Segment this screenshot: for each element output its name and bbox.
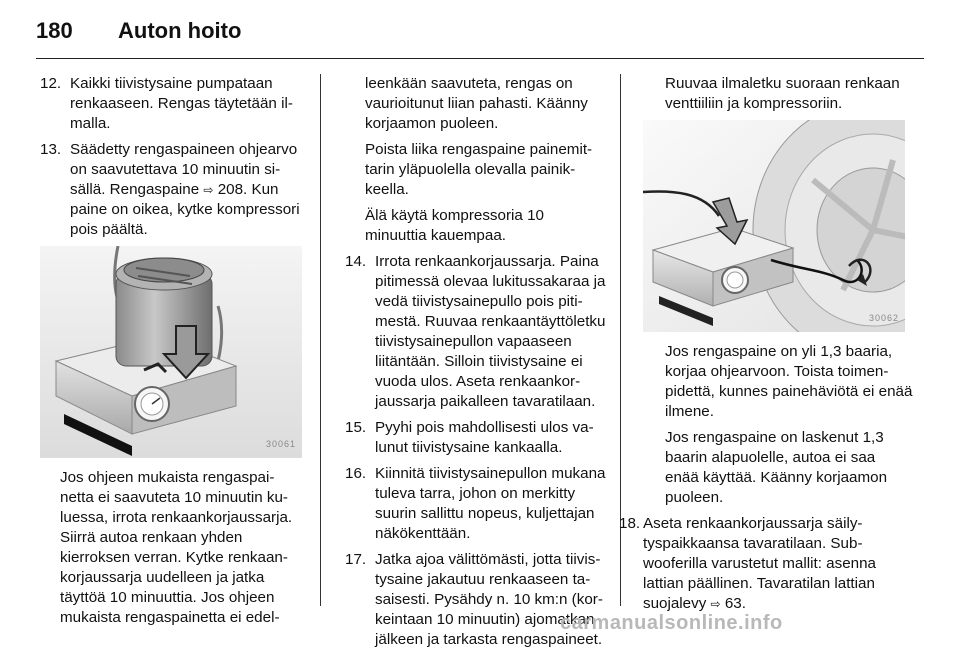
- item-number: 13.: [40, 141, 62, 158]
- item-number: 14.: [345, 253, 367, 270]
- figure-compressor-valve: [643, 120, 905, 332]
- page-reference-arrow-icon: ⇨: [203, 183, 214, 197]
- item-number: 18.: [619, 515, 641, 532]
- paragraph: Jos rengaspaine on yli 1,3 baaria, korjaa ohjearvoon. Toista toimenpidettä, kunnes painehäviötä ei enää ilmene.: [665, 343, 913, 420]
- list-item-13: [40, 140, 302, 240]
- list-item-18: [621, 514, 913, 614]
- page-number: 180: [36, 18, 73, 43]
- item-text: Kiinnitä tiivistysainepullon mukana tuleva tarra, johon on merkitty suurin sallittu nopeus, kuljettajan näkökenttään.: [375, 465, 606, 542]
- paragraph: Jos rengaspaine on laskenut 1,3 baarin alapuolelle, autoa ei saa enää käyttää. Käänny korjaamon puoleen.: [665, 429, 888, 506]
- column-divider-1: [320, 74, 321, 606]
- item-number: 17.: [345, 551, 367, 568]
- paragraph: Ruuvaa ilmaletku suoraan renkaan venttiiliin ja kompressoriin.: [665, 75, 900, 112]
- page-reference-arrow-icon: ⇨: [710, 597, 721, 611]
- list-item-12: [40, 74, 302, 134]
- figure-compressor-sealant: [40, 246, 302, 458]
- paragraph: Jos ohjeen mukaista rengaspainetta ei saavuteta 10 minuutin kuluessa, irrota renkaankorjaussarja. Siirrä autoa renkaan yhden kierroksen verran. Kytke renkaankorjaussarja uudelleen ja jatka täyttöä 10 minuuttia. Jos ohjeen mukaista rengaspainetta ei edel-: [60, 469, 293, 626]
- item-text: Säädetty rengaspaineen ohjearvo on saavutettava 10 minuutin sisällä. Rengaspaine: [70, 141, 298, 198]
- paragraph: leenkään saavuteta, rengas on vaurioitunut liian pahasti. Käänny korjaamon puoleen.: [365, 75, 588, 132]
- paragraph: Älä käytä kompressoria 10 minuuttia kauempaa.: [365, 207, 544, 244]
- page-header: [36, 16, 924, 56]
- list-item-16: [345, 464, 607, 544]
- item-text: Aseta renkaankorjaussarja säilytyspaikkaansa tavaratilaan. Subwooferilla varustetut mallit: asenna lattian päällinen. Tavaratilan lattian suojalevy: [643, 515, 876, 612]
- item-text: Kaikki tiivistysaine pumpataan renkaaseen. Rengas täytetään ilmalla.: [70, 75, 293, 132]
- list-item-17: [345, 550, 607, 650]
- figure-code: 30062: [868, 313, 899, 323]
- item-number: 16.: [345, 465, 367, 482]
- item-number: 12.: [40, 75, 62, 92]
- compressor-sealant-illustration: [40, 246, 302, 458]
- item-text: Pyyhi pois mahdollisesti ulos valunut tiivistysaine kankaalla.: [375, 419, 594, 456]
- item-text: Irrota renkaankorjaussarja. Paina pitimessä olevaa lukitussakaraa ja vedä tiivistysainepullo pois pitimestä. Ruuvaa renkaantäyttöletku tiivistysainepullon vapaaseen liitäntään. Silloin tiivistysaine ei vuoda ulos. Aseta renkaankorjaussarja paikalleen tavaratilaan.: [375, 253, 606, 410]
- item-text: Jatka ajoa välittömästi, jotta tiivistysaine jakautuu renkaaseen tasaisesti. Pysähdy n. 10 km:n (korkeintaan 10 minuutin) ajomatkan jälkeen ja tarkasta rengaspaineet.: [375, 551, 603, 648]
- paragraph: Poista liika rengaspaine painemittarin yläpuolella olevalla painikkeella.: [365, 141, 593, 198]
- figure-code: 30061: [265, 439, 296, 449]
- header-divider: [36, 58, 924, 59]
- item-number: 15.: [345, 419, 367, 436]
- watermark: carmanualsonline.info: [560, 612, 783, 634]
- item-text: 208. Kun paine on oikea, kytke kompressori pois päältä.: [70, 181, 300, 238]
- column-3: [619, 74, 913, 620]
- list-item-15: [345, 418, 607, 458]
- column-1: [40, 74, 302, 634]
- column-2: [345, 74, 607, 656]
- list-item-14: [345, 252, 607, 412]
- item-text: 63.: [720, 595, 746, 612]
- page-title: Auton hoito: [118, 18, 242, 43]
- compressor-hose-valve-illustration: [643, 120, 905, 332]
